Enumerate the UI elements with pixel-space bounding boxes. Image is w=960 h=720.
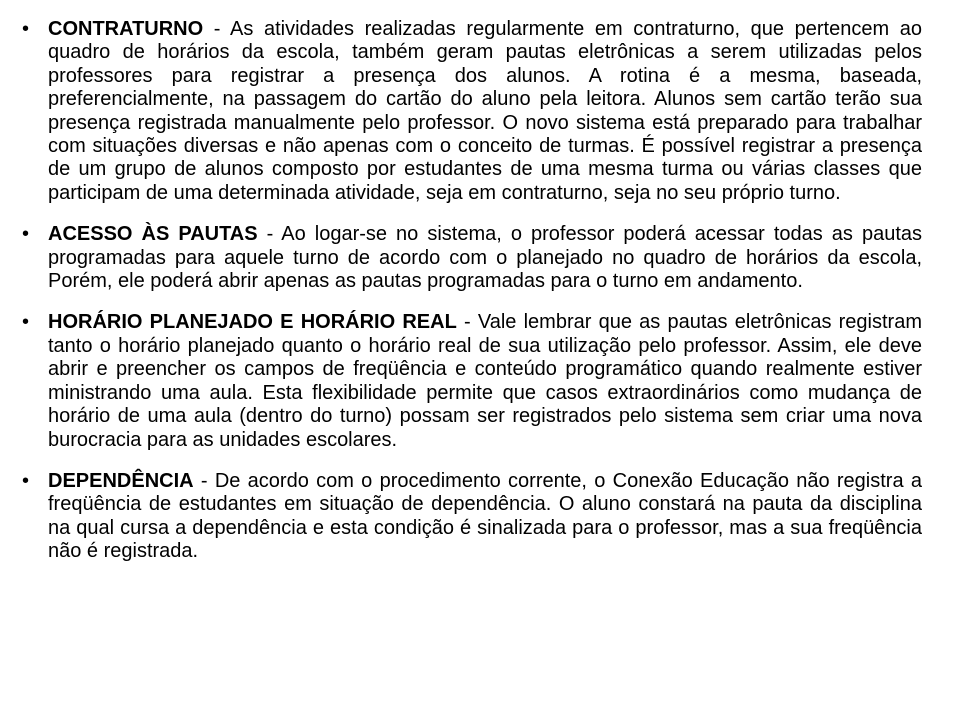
bullet-text: Vale lembrar que as pautas eletrônicas registram tanto o horário planejado quanto o horário real de sua utilização pelo professor. Assim, ele deve abrir e preencher os campos de freqüência e conteúdo programático quando realmente estiver ministrando uma aula. Esta flexibilidade permite que casos extraordinários como mudança de horário de uma aula (dentro do turno) possam ser registrados pelo sistema sem criar uma nova burocracia para as unidades escolares. (48, 311, 922, 451)
bullet-title: HORÁRIO PLANEJADO E HORÁRIO REAL (48, 311, 457, 334)
bullet-list (22, 18, 922, 564)
bullet-text: As atividades realizadas regularmente em contraturno, que pertencem ao quadro de horários da escola, também geram pautas eletrônicas a serem utilizadas pelos professores para registrar a presença dos alunos. A rotina é a mesma, baseada, preferencialmente, na passagem do cartão do aluno pela leitora. Alunos sem cartão terão sua presença registrada manualmente pelo professor. O novo sistema está preparado para trabalhar com situações diversas e não apenas com o conceito de turmas. É possível registrar a presença de um grupo de alunos composto por estudantes de uma mesma turma ou várias classes que participam de uma determinada atividade, seja em contraturno, seja no seu próprio turno. (48, 18, 922, 204)
bullet-text: Ao logar-se no sistema, o professor poderá acessar todas as pautas programadas para aquele turno de acordo com o planejado no quadro de horários da escola, Porém, ele poderá abrir apenas as pautas programadas para o turno em andamento. (48, 223, 923, 293)
bullet-title: DEPENDÊNCIA (48, 469, 194, 492)
bullet-item-contraturno (22, 18, 922, 205)
bullet-separator: - (193, 469, 215, 492)
bullet-item-horario (22, 311, 922, 451)
bullet-icon: • (22, 469, 30, 492)
bullet-title: CONTRATURNO (48, 18, 204, 40)
bullet-text: De acordo com o procedimento corrente, o Conexão Educação não registra a freqüência de estudantes em situação de dependência. O aluno constará na pauta da disciplina na qual cursa a dependência e esta condição é sinalizada para o professor, mas a sua freqüência não é registrada. (48, 469, 922, 563)
bullet-separator: - (203, 18, 230, 40)
bullet-icon: • (22, 18, 30, 40)
bullet-item-dependencia (22, 470, 922, 564)
bullet-icon: • (22, 311, 30, 334)
bullet-separator: - (257, 223, 282, 246)
bullet-separator: - (456, 311, 478, 334)
bullet-title: ACESSO ÀS PAUTAS (48, 223, 258, 246)
bullet-item-acesso-pautas (22, 223, 922, 293)
bullet-icon: • (22, 223, 30, 246)
